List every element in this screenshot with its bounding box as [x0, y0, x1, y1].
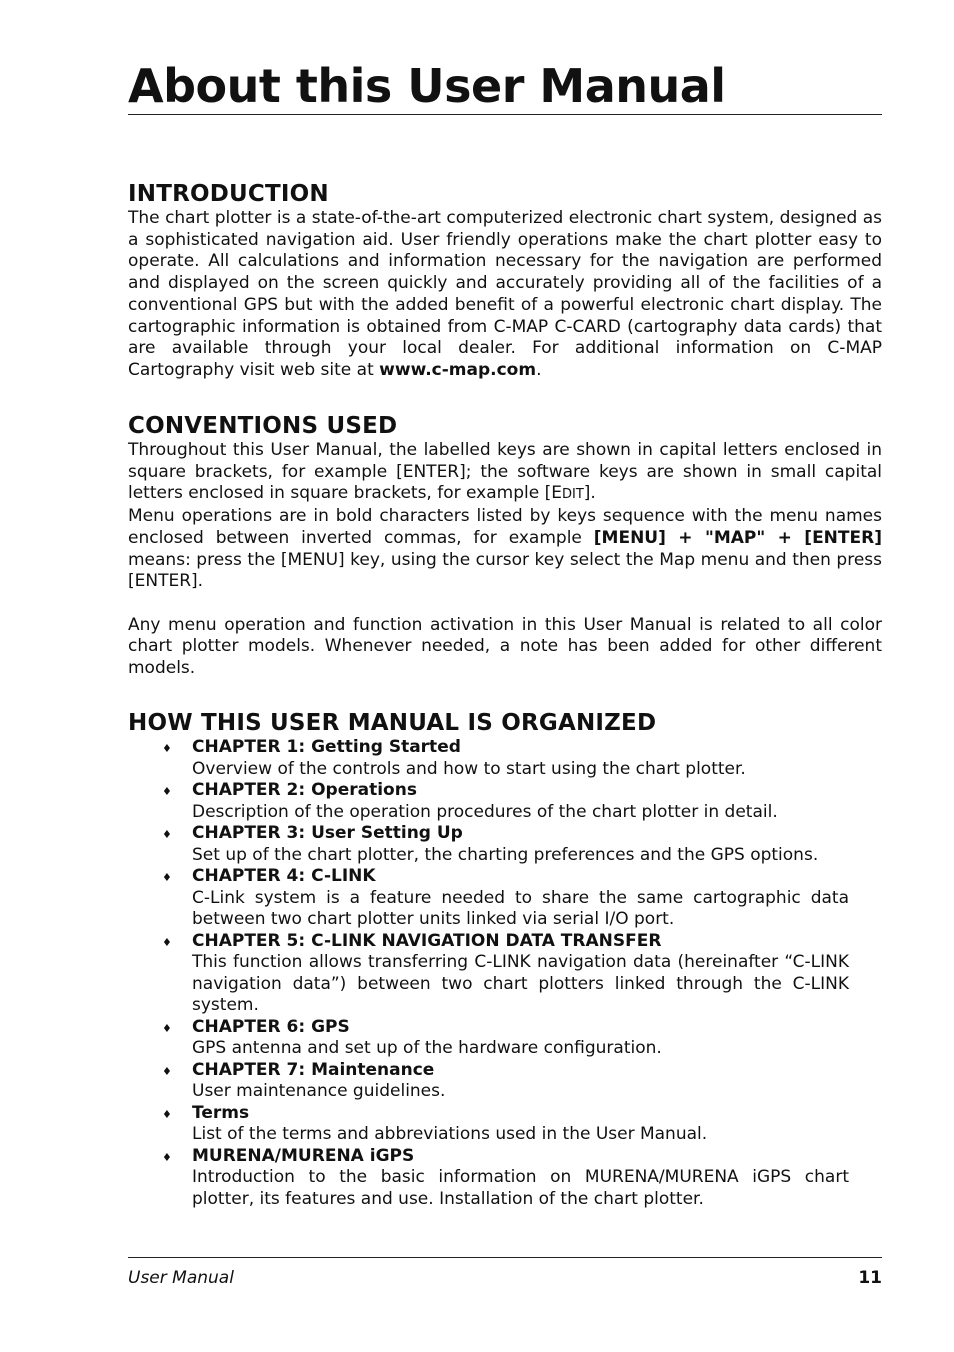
diamond-bullet-icon: ♦ — [162, 1107, 172, 1121]
chapter-list — [128, 737, 882, 1210]
list-item: ♦ Terms List of the terms and abbreviations used in the User Manual. — [162, 1102, 708, 1144]
page-title: About this User Manual — [128, 59, 726, 113]
list-item: ♦ CHAPTER 5: C-LINK NAVIGATION DATA TRANSFER This function allows transferring C-LINK navigation data (hereinafter “C-LINK navigation data”) between two chart plotters linked through the C-LINK system. — [162, 930, 849, 1015]
footer-label: User Manual — [128, 1268, 234, 1288]
diamond-bullet-icon: ♦ — [162, 935, 172, 949]
footer-divider — [128, 1257, 882, 1258]
conventions-section — [128, 412, 882, 680]
list-item: ♦ CHAPTER 2: Operations Description of the operation procedures of the chart plotter in detail. — [162, 780, 778, 822]
conventions-paragraph-2: Menu operations are in bold characters listed by keys sequence with the menu names enclosed between inverted commas, for example [MENU] + "MAP" + [ENTER] means: press the [MENU] key, using the cursor key select the Map menu and then press [ENTER]. — [128, 506, 882, 592]
diamond-bullet-icon: ♦ — [162, 1021, 172, 1035]
conventions-paragraph-1: Throughout this User Manual, the labelled keys are shown in capital letters enclosed in square brackets, for example [ENTER]; the software keys are shown in small capital letters enclosed in square brackets, for example [EDIT]. — [128, 440, 882, 504]
introduction-section — [128, 180, 882, 382]
diamond-bullet-icon: ♦ — [162, 1064, 172, 1078]
website-link[interactable]: www.c-map.com — [379, 359, 537, 380]
list-item: ♦ MURENA/MURENA iGPS Introduction to the basic information on MURENA/MURENA iGPS chart plotter, its features and use. Installation of the chart plotter. — [162, 1145, 849, 1209]
menu-sequence-example: [MENU] + "MAP" + [ENTER] — [593, 527, 882, 548]
diamond-bullet-icon: ♦ — [162, 742, 172, 755]
list-item: ♦ CHAPTER 6: GPS GPS antenna and set up of the hardware configuration. — [162, 1016, 662, 1058]
introduction-heading: INTRODUCTION — [128, 181, 329, 207]
page-number: 11 — [858, 1268, 882, 1288]
diamond-bullet-icon: ♦ — [162, 785, 172, 798]
introduction-body: The chart plotter is a state-of-the-art computerized electronic chart system, designed as a sophisticated navigation aid. User friendly operations make the chart plotter easy to operate. All calculations and information necessary for the navigation are performed and displayed on the screen quickly and accurately providing all of the facilities of a conventional GPS but with the added benefit of a powerful electronic chart display. The cartographic information is obtained from C-MAP C-CARD (cartography data cards) that are available through your local dealer. For additional information on C-MAP Cartography visit web site at www.c-map.com. — [128, 208, 882, 380]
diamond-bullet-icon: ♦ — [162, 871, 172, 884]
conventions-paragraph-3: Any menu operation and function activation in this User Manual is related to all color chart plotter models. Whenever needed, a note has been added for other different models. — [128, 614, 882, 679]
title-divider — [128, 114, 882, 115]
conventions-heading: CONVENTIONS USED — [128, 413, 398, 439]
list-item: ♦ CHAPTER 4: C-LINK C-Link system is a feature needed to share the same cartographic data between two chart plotter units linked via serial I/O port. — [162, 866, 849, 929]
organization-heading: HOW THIS USER MANUAL IS ORGANIZED — [128, 710, 657, 736]
diamond-bullet-icon: ♦ — [162, 828, 172, 841]
list-item: ♦ CHAPTER 1: Getting Started Overview of the controls and how to start using the chart plotter. — [162, 737, 746, 779]
organization-section — [128, 709, 882, 1210]
list-item: ♦ CHAPTER 7: Maintenance User maintenance guidelines. — [162, 1059, 446, 1101]
list-item: ♦ CHAPTER 3: User Setting Up Set up of the chart plotter, the charting preferences and the GPS options. — [162, 823, 819, 865]
diamond-bullet-icon: ♦ — [162, 1150, 172, 1164]
